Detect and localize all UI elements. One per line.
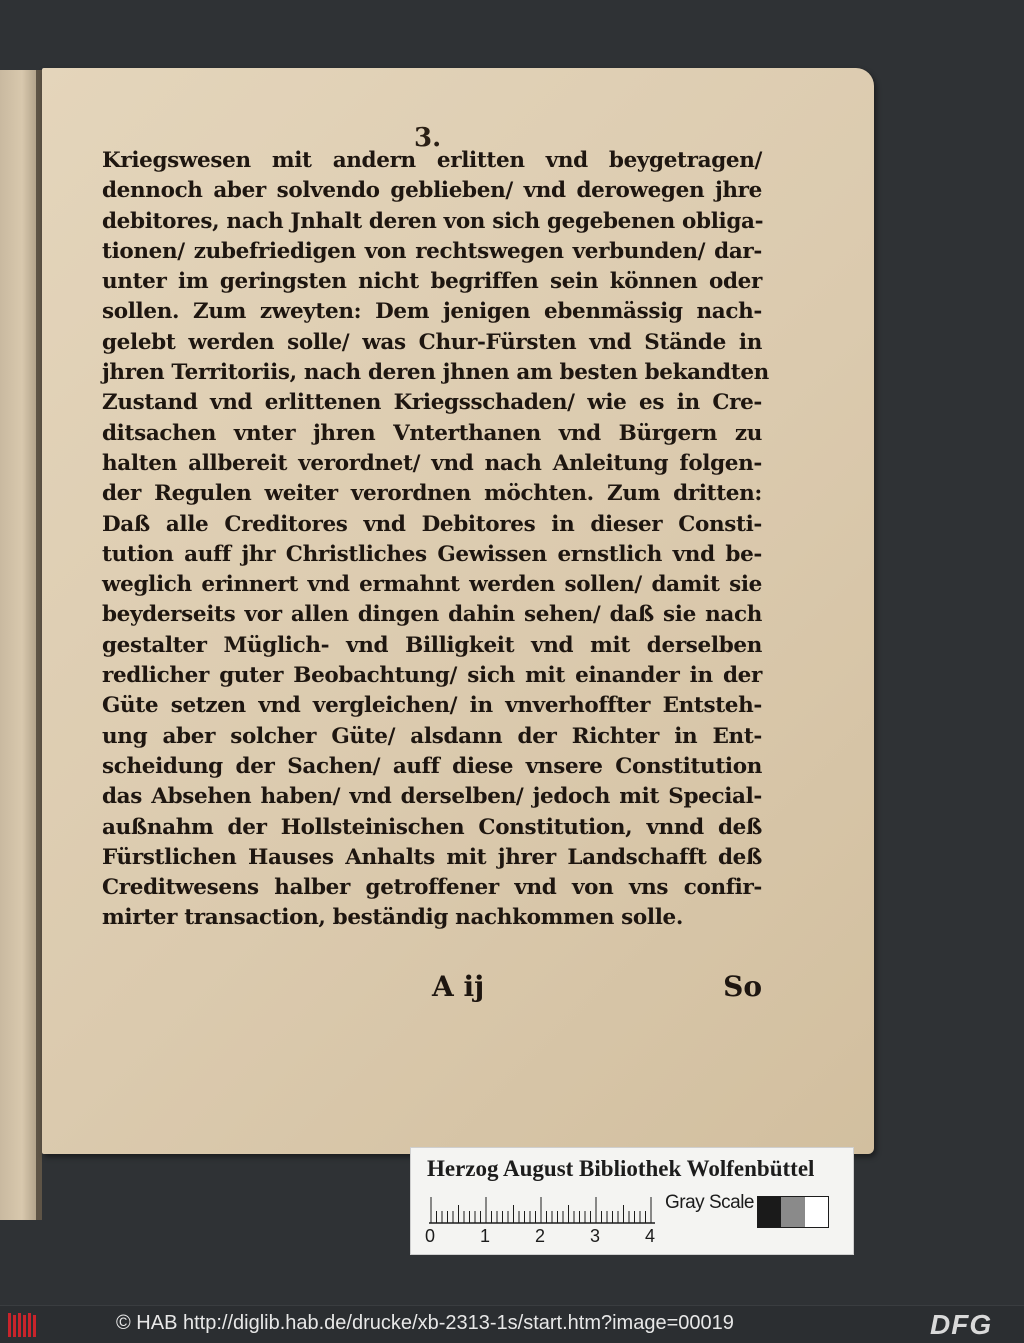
text-line: scheidung der Sachen/ auff diese vnsere Constitution xyxy=(102,753,762,779)
text-line: Creditwesens halber getroffener vnd von vns confir- xyxy=(102,875,762,901)
document-page xyxy=(42,68,874,1154)
text-line: tionen/ zubefriedigen von rechtswegen verbunden/ dar- xyxy=(102,238,762,264)
text-line: ung aber solcher Güte/ alsdann der Richter in Ent- xyxy=(102,723,762,749)
text-line: gelebt werden solle/ was Chur-Fürsten vnd Stände in xyxy=(102,329,762,355)
text-line: Güte setzen vnd vergleichen/ in vnverhoffter Entsteh- xyxy=(102,693,762,719)
text-line: gestalter Müglich- vnd Billigkeit vnd mit derselben xyxy=(102,632,762,658)
text-line: redlicher guter Beobachtung/ sich mit einander in der xyxy=(102,663,762,689)
ruler-scale xyxy=(429,1196,655,1224)
text-line: Zustand vnd erlittenen Kriegsschaden/ wie es in Cre- xyxy=(102,390,762,416)
text-line: beyderseits vor allen dingen dahin sehen/ daß sie nach xyxy=(102,602,762,628)
text-line: dennoch aber solvendo geblieben/ vnd derowegen jhre xyxy=(102,178,762,204)
catchword: So xyxy=(723,970,762,1003)
text-line: der Regulen weiter verordnen möchten. Zum dritten: xyxy=(102,481,762,507)
library-label-card xyxy=(410,1147,854,1255)
text-line: Kriegswesen mit andern erlitten vnd beygetragen/ xyxy=(102,148,762,173)
text-line: ditsachen vnter jhren Vnterthanen vnd Bürgern zu xyxy=(102,420,762,446)
text-block xyxy=(102,146,769,934)
signature-mark: A ij xyxy=(432,970,485,1003)
text-line: halten allbereit verordnet/ vnd nach Anleitung folgen- xyxy=(102,450,762,476)
gray-swatch xyxy=(781,1197,804,1227)
text-line: Fürstlichen Hauses Anhalts mit jhrer Landschafft deß xyxy=(102,844,762,870)
text-line: sollen. Zum zweyten: Dem jenigen ebenmässig nach- xyxy=(102,299,762,325)
ruler-number: 0 xyxy=(425,1226,436,1246)
page-number: 3. xyxy=(414,123,442,153)
footer-bar xyxy=(0,1305,1024,1343)
text-line: weglich erinnert vnd ermahnt werden sollen/ damit sie xyxy=(102,572,762,598)
ruler-labels xyxy=(421,1226,661,1248)
library-title: Herzog August Bibliothek Wolfenbüttel xyxy=(427,1156,815,1181)
text-line: das Absehen haben/ vnd derselben/ jedoch mit Special- xyxy=(102,784,762,810)
dfg-logo: DFG xyxy=(930,1309,993,1340)
footer-copyright-link[interactable]: © HAB http://diglib.hab.de/drucke/xb-2313-1s/start.htm?image=00019 xyxy=(116,1312,734,1334)
text-line: außnahm der Hollsteinischen Constitution, vnnd deß xyxy=(102,814,762,840)
text-line: tution auff jhr Christliches Gewissen ernstlich vnd be- xyxy=(102,541,762,567)
text-line: unter im geringsten nicht begriffen sein können oder xyxy=(102,269,762,295)
ruler-number: 3 xyxy=(590,1226,601,1246)
gray-swatch xyxy=(758,1197,781,1227)
text-line: jhren Territoriis, nach deren jhnen am besten bekandten xyxy=(102,360,769,386)
hab-logo-icon xyxy=(6,1311,40,1339)
gray-swatch xyxy=(805,1197,828,1227)
gray-scale-chart xyxy=(757,1196,829,1228)
gray-scale-label: Gray Scale xyxy=(665,1192,754,1213)
text-line: mirter transaction, beständig nachkommen solle. xyxy=(102,905,683,931)
text-line: Daß alle Creditores vnd Debitores in dieser Consti- xyxy=(102,511,762,537)
text-line: debitores, nach Jnhalt deren von sich gegebenen obliga- xyxy=(102,208,764,234)
ruler-number: 1 xyxy=(480,1226,491,1246)
ruler-number: 4 xyxy=(645,1226,656,1246)
ruler-number: 2 xyxy=(535,1226,546,1246)
